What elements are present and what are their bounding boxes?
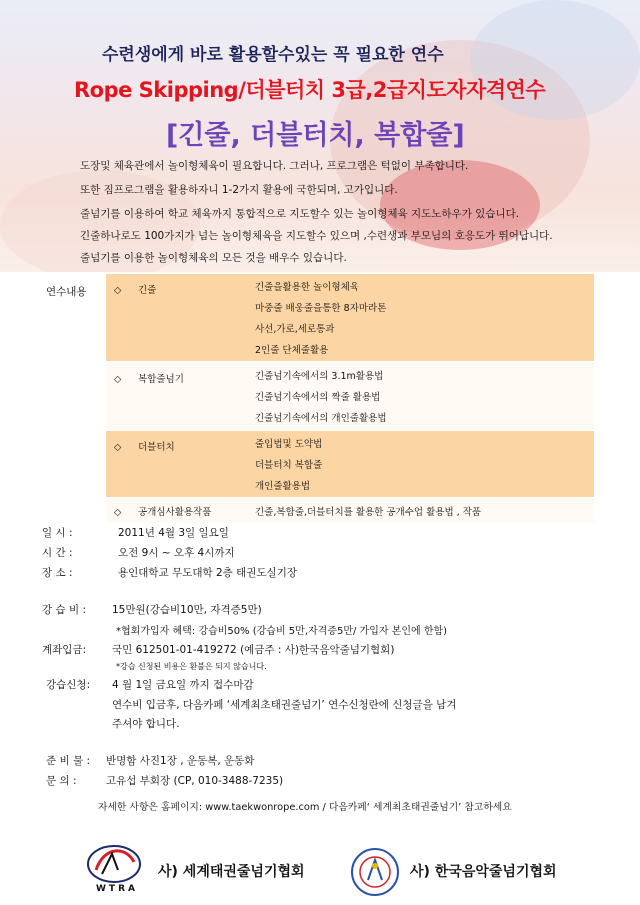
wtra-logo <box>82 840 146 900</box>
curriculum-item: 긴줄넘기속에서의 개인줄활용법 <box>255 413 387 424</box>
contact-label: 문 의 : <box>46 775 77 787</box>
curriculum-item: 2인줄 단체줄활용 <box>255 345 329 356</box>
curriculum-label: 연수내용 <box>46 286 87 298</box>
diamond-icon: ◇ <box>114 374 122 385</box>
prep-label: 준 비 물 : <box>46 755 90 767</box>
curriculum-item: 긴줄,복합줄,더블터치를 활용한 공개수업 활용법 , 작품 <box>255 507 482 518</box>
curriculum-category: ◇ 공개심사활용작품 <box>114 507 212 518</box>
curriculum-item: 줄입법및 도약법 <box>255 439 323 450</box>
apply-value: 4 월 1일 금요일 까지 접수마감 <box>112 679 254 691</box>
diamond-icon: ◇ <box>114 507 122 518</box>
intro-line: 또한 짐프로그램을 활용하자니 1-2가지 활용에 국한되며, 고가입니다. <box>80 184 398 196</box>
curriculum-category: ◇ 복합줄넘기 <box>114 374 184 385</box>
kmra-logo-icon <box>346 846 404 898</box>
curriculum-item: 더블터치 복합줄 <box>255 460 323 471</box>
curriculum-item: 긴줄넘기속에서의 3.1m활용법 <box>255 371 384 382</box>
banner-tagline: [긴줄, 더블터치, 복합줄] <box>166 120 465 151</box>
intro-line: 줄넘기를 이용하여 학교 체육까지 통합적으로 지도할수 있는 놀이형체육 지도노하우가 있습니다. <box>80 208 520 220</box>
place-label: 장 소 : <box>42 567 73 579</box>
time-label: 시 간 : <box>42 547 73 559</box>
fee-label: 강 습 비 : <box>42 604 86 616</box>
header-banner <box>0 0 640 272</box>
curriculum-items <box>251 274 594 361</box>
account-label: 계좌입금: <box>42 644 87 656</box>
account-value: 국민 612501-01-419272 (예금주 : 사)한국음악줄넘기협회) <box>112 644 395 656</box>
date-label: 일 시 : <box>42 527 73 539</box>
apply-text: 주셔야 합니다. <box>112 718 180 730</box>
intro-line: 도장및 체육관에서 놀이형체육이 필요합니다. 그러나, 프로그램은 턱없이 부족합니다. <box>80 160 469 172</box>
curriculum-row <box>106 363 594 429</box>
place-value: 용인대학교 무도대학 2층 태권도실기장 <box>118 567 297 579</box>
curriculum-item: 마중줄 배웅줄을통한 8자마라톤 <box>255 303 387 314</box>
date-value: 2011년 4월 3일 일요일 <box>118 527 229 539</box>
org2-name: 사) 한국음악줄넘기협회 <box>410 864 557 880</box>
prep-value: 반명함 사진1장 , 운동복, 운동화 <box>106 755 255 767</box>
diamond-icon: ◇ <box>114 442 122 453</box>
curriculum-item: 개인줄활용법 <box>255 481 311 492</box>
curriculum-row <box>106 499 594 523</box>
banner-title: Rope Skipping/더블터치 3급,2급지도자자격연수 <box>74 78 546 102</box>
refund-note: *강습 신청된 비용은 환불은 되지 않습니다. <box>116 662 267 671</box>
curriculum-items <box>251 499 594 523</box>
fee-note: *협회가입자 혜택: 강습비50% (강습비 5만,자격증5만/ 가입자 본인에 한함) <box>116 626 448 637</box>
apply-label: 강습신청: <box>46 679 91 691</box>
curriculum-items <box>251 363 594 429</box>
time-value: 오전 9시 ~ 오후 4시까지 <box>118 547 235 559</box>
diamond-icon: ◇ <box>114 285 122 296</box>
curriculum-item: 긴줄을활용한 놀이형체육 <box>255 282 359 293</box>
intro-line: 긴줄하나로도 100가지가 넘는 놀이형체육을 지도할수 있으며 ,수련생과 부모님의 호응도가 뛰어납니다. <box>80 230 553 242</box>
kmra-logo <box>346 846 404 898</box>
curriculum-item: 사선,가로,세로통과 <box>255 324 335 335</box>
banner-subtitle: 수련생에게 바로 활용할수있는 꼭 필요한 연수 <box>102 45 444 65</box>
curriculum-items <box>251 431 594 497</box>
curriculum-table <box>106 274 594 523</box>
curriculum-category: ◇ 더블터치 <box>114 442 175 453</box>
curriculum-row <box>106 274 594 361</box>
curriculum-category: ◇ 긴줄 <box>114 285 157 296</box>
homepage-link[interactable]: 자세한 사항은 홈페이지: www.taekwonrope.com / 다음카페‘ 세계최초태권줄넘기’ 참고하세요 <box>98 802 512 813</box>
wtra-logo-text: WTRA <box>96 884 138 894</box>
intro-line: 줄넘기를 이용한 놀이형체육의 모든 것을 배우수 있습니다. <box>80 252 347 264</box>
curriculum-row <box>106 431 594 497</box>
contact-value: 고유섭 부회장 (CP, 010-3488-7235) <box>106 775 284 787</box>
fee-value: 15만원(강습비10만, 자격증5만) <box>112 604 262 616</box>
org1-name: 사) 세계태권줄넘기협회 <box>158 864 305 880</box>
curriculum-item: 긴줄넘기속에서의 짝줄 활용법 <box>255 392 381 403</box>
apply-text: 연수비 입금후, 다음카페 ‘세계최초태권줄넘기’ 연수신청란에 신청글을 남겨 <box>112 699 457 711</box>
